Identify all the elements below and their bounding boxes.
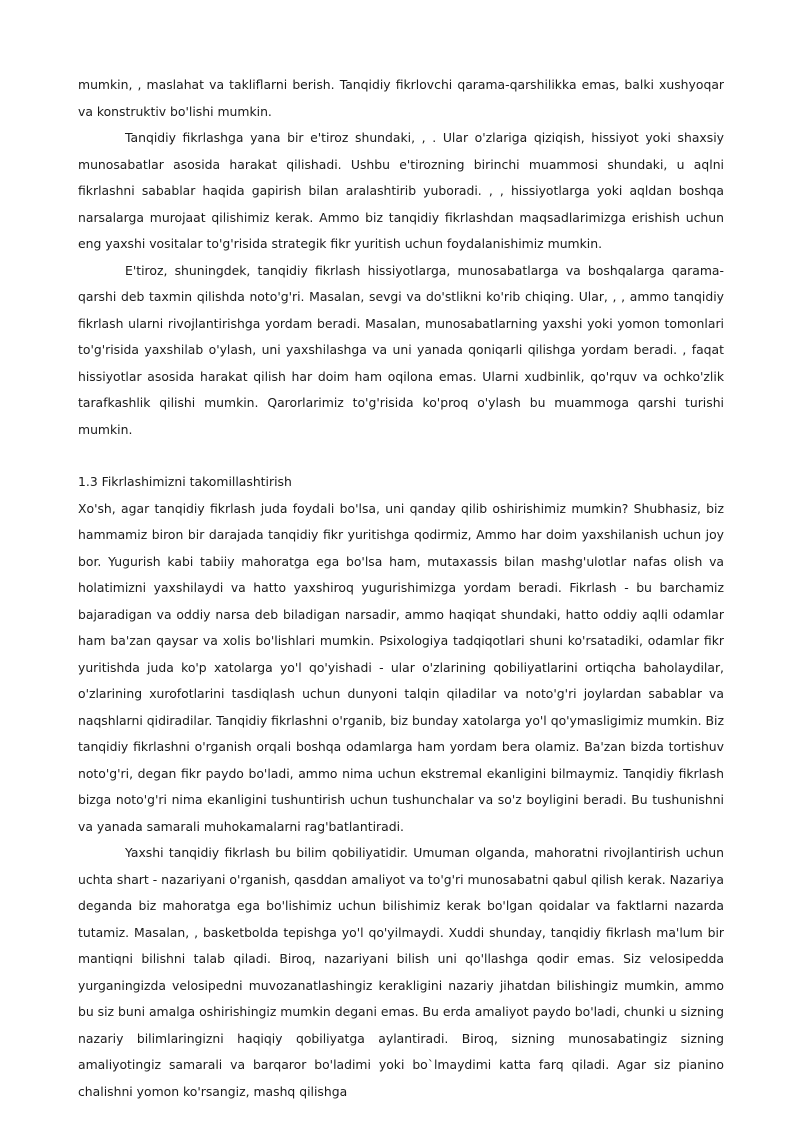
paragraph-emotions: E'tiroz, shuningdek, tanqidiy fikrlash hissiyotlarga, munosabatlarga va boshqalarga qarama-qarshi deb taxmin qilishda noto'g'ri. Masalan, sevgi va do'stlikni ko'rib chiqing. Ular, , , ammo tanqidiy fikrlash ularni rivojlantirishga yordam beradi. Masalan, munosabatlarning yaxshi yoki yomon tomonlari to'g'risida yaxshilab o'ylash, uni yaxshilashga va uni yanada qoniqarli qilishga yordam beradi. , faqat hissiyotlar asosida harakat qilish har doim ham oqilona emas. Ularni xudbinlik, qo'rquv va ochko'zlik tarafkashlik qilishi mumkin. Qarorlarimiz to'g'risida ko'proq o'ylash bu muammoga qarshi turishi mumkin. bbox=[78, 262, 724, 437]
paragraph-continuation: mumkin, , maslahat va takliflarni berish. Tanqidiy fikrlovchi qarama-qarshilikka emas, balki xushyoqar va konstruktiv bo'lishi mumkin. bbox=[78, 77, 724, 119]
document-body bbox=[78, 72, 724, 1105]
paragraph-improving-thinking: Xo'sh, agar tanqidiy fikrlash juda foydali bo'lsa, uni qanday qilib oshirishimiz mumkin? Shubhasiz, biz hammamiz biron bir darajada tanqidiy fikr yuritishga qodirmiz, Ammo har doim yaxshilanish uchun joy bor. Yugurish kabi tabiiy mahoratga ega bo'lsa ham, mutaxassis bilan mashg'ulotlar nafas olish va holatimizni yaxshilaydi va hatto yaxshiroq yugurishimizga yordam beradi. Fikrlash - bu barchamiz bajaradigan va oddiy narsa deb biladigan narsadir, ammo haqiqat shundaki, hatto oddiy aqlli odamlar ham ba'zan qaysar va xolis bo'lishlari mumkin. Psixologiya tadqiqotlari shuni ko'rsatadiki, odamlar fikr yuritishda juda ko'p xatolarga yo'l qo'yishadi - ular o'zlarining qobiliyatlarini ortiqcha baholaydilar, o'zlarining xurofotlarini tasdiqlash uchun dunyoni talqin qiladilar va noto'g'ri joylardan sabablar va naqshlarni qidiradilar. Tanqidiy fikrlashni o'rganib, biz bunday xatolarga yo'l qo'ymasligimiz mumkin. Biz tanqidiy fikrlashni o'rganish orqali boshqa odamlarga ham yordam bera olamiz. Ba'zan bizda tortishuv noto'g'ri, degan fikr paydo bo'ladi, ammo nima uchun ekstremal ekanligini bilmaymiz. Tanqidiy fikrlash bizga noto'g'ri nima ekanligini tushuntirish uchun tushunchalar va so'z boyligini beradi. Bu tushunishni va yanada samarali muhokamalarni rag'batlantiradi. bbox=[78, 500, 724, 834]
paragraph-skill: Yaxshi tanqidiy fikrlash bu bilim qobiliyatidir. Umuman olganda, mahoratni rivojlantirish uchun uchta shart - nazariyani o'rganish, qasddan amaliyot va to'g'ri munosabatni qabul qilish kerak. Nazariya deganda biz mahoratga ega bo'lishimiz uchun bilishimiz kerak bo'lgan qoidalar va faktlarni nazarda tutamiz. Masalan, , basketbolda tepishga yo'l qo'yilmaydi. Xuddi shunday, tanqidiy fikrlash ma'lum bir mantiqni bilishni talab qiladi. Biroq, nazariyani bilish uni qo'llashga qodir emas. Siz velosipedda yurganingizda velosipedni muvozanatlashingiz kerakligini nazariy jihatdan bilishingiz mumkin, ammo bu siz buni amalga oshirishingiz mumkin degani emas. Bu erda amaliyot paydo bo'ladi, chunki u sizning nazariy bilimlaringizni haqiqiy qobiliyatga aylantiradi. Biroq, sizning munosabatingiz sizning amaliyotingiz samarali va barqaror bo'ladimi yoki bo`lmaydimi katta farq qiladi. Agar siz pianino chalishni yomon ko'rsangiz, mashq qilishga bbox=[78, 845, 724, 1099]
section-heading: 1.3 Fikrlashimizni takomillashtirish bbox=[78, 474, 292, 489]
paragraph-objection: Tanqidiy fikrlashga yana bir e'tiroz shundaki, , . Ular o'zlariga qiziqish, hissiyot yoki shaxsiy munosabatlar asosida harakat qilishadi. Ushbu e'tirozning birinchi muammosi shundaki, u aqlni fikrlashni sabablar haqida gapirish bilan aralashtirib yuboradi. , , hissiyotlarga yoki aqldan boshqa narsalarga murojaat qilishimiz kerak. Ammo biz tanqidiy fikrlashdan maqsadlarimizga erishish uchun eng yaxshi vositalar to'g'risida strategik fikr yuritish uchun foydalanishimiz mumkin. bbox=[78, 130, 724, 251]
